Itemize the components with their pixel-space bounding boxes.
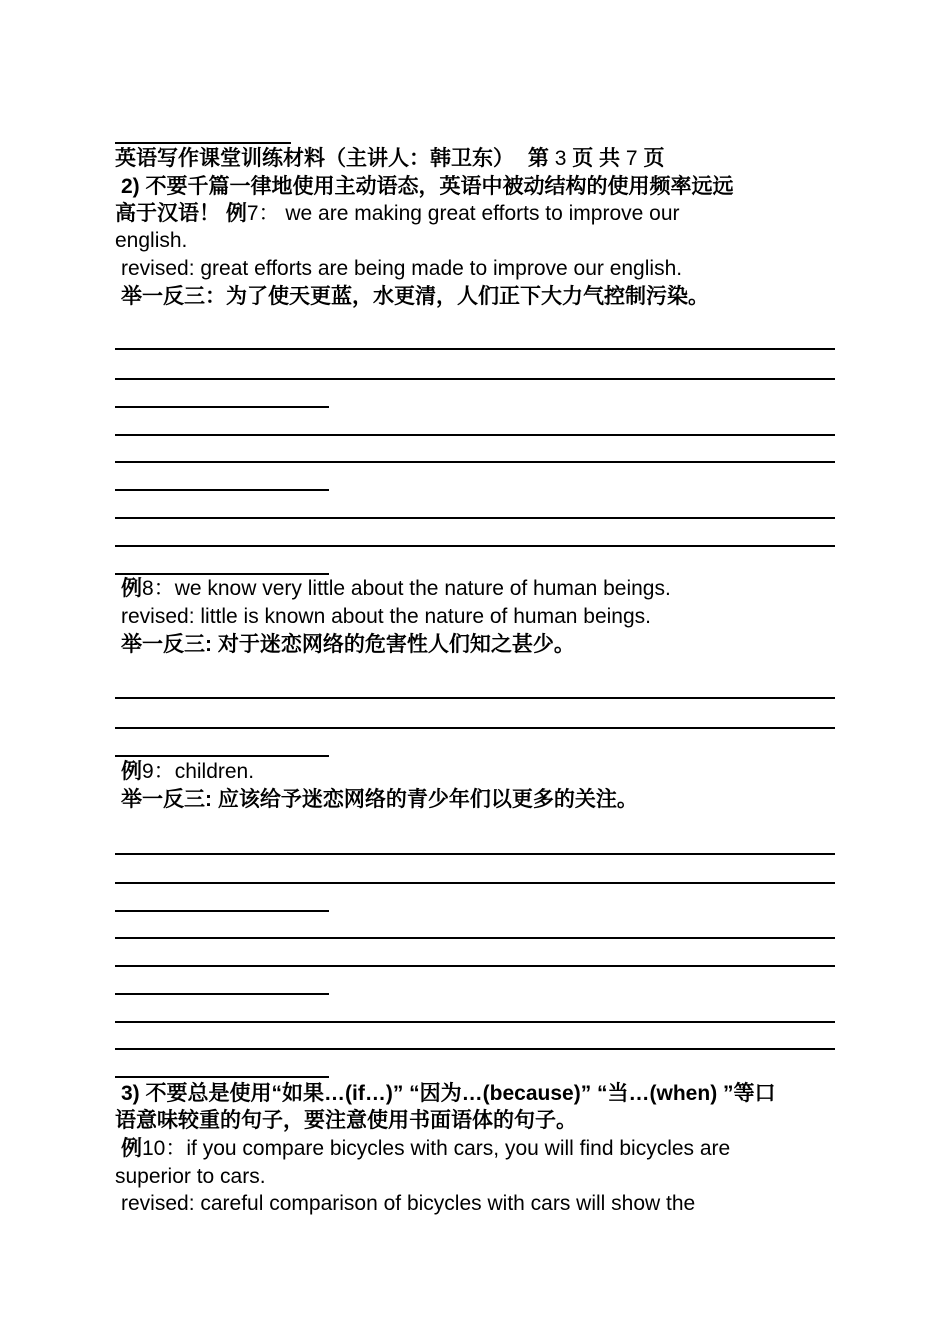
example9-practice-label: 举一反三 xyxy=(121,788,205,811)
example10-line xyxy=(121,1135,730,1162)
example10-label: 例 xyxy=(121,1137,142,1160)
answer-line-short[interactable] xyxy=(115,1076,329,1078)
example7-text: we are making great efforts to improve our xyxy=(285,202,680,225)
example9-practice-text: : 应该给予迷恋网络的青少年们以更多的关注。 xyxy=(205,788,638,811)
answer-line[interactable] xyxy=(115,378,835,380)
header-title: 英语写作课堂训练材料（主讲人：韩卫东） xyxy=(115,147,514,170)
answer-line[interactable] xyxy=(115,348,835,350)
answer-line-short[interactable] xyxy=(115,993,329,995)
answer-line-short[interactable] xyxy=(115,910,329,912)
header-page-number: 3 xyxy=(554,147,567,170)
answer-line[interactable] xyxy=(115,517,835,519)
answer-line-short[interactable] xyxy=(115,755,329,757)
section2-heading-line3: english. xyxy=(115,229,188,252)
example7-practice: 举一反三：为了使天更蓝，水更清，人们正下大力气控制污染。 xyxy=(121,285,709,308)
page-header xyxy=(115,145,664,172)
example9-practice xyxy=(121,786,638,813)
header-top-rule xyxy=(115,142,291,144)
answer-line-short[interactable] xyxy=(115,406,329,408)
section3-heading-line1: 3) 不要总是使用“如果…(if…)” “因为…(because)” “当…(when) ”等口 xyxy=(121,1082,776,1105)
example8-text: we know very little about the nature of human beings. xyxy=(174,577,671,600)
example8-line xyxy=(121,575,671,602)
example8-practice xyxy=(121,631,575,658)
header-page-word2: 页 共 xyxy=(572,147,621,170)
header-page-word3: 页 xyxy=(643,147,665,170)
example8-revised: revised: little is known about the nature of human beings. xyxy=(121,605,651,628)
example9-number: 9： xyxy=(142,760,175,783)
answer-line[interactable] xyxy=(115,545,835,547)
answer-line[interactable] xyxy=(115,727,835,729)
example8-label: 例 xyxy=(121,577,142,600)
example9-text: children. xyxy=(174,760,255,783)
answer-line[interactable] xyxy=(115,434,835,436)
answer-line[interactable] xyxy=(115,882,835,884)
answer-line[interactable] xyxy=(115,937,835,939)
header-page-total: 7 xyxy=(625,147,638,170)
answer-line[interactable] xyxy=(115,697,835,699)
example9-line xyxy=(121,758,254,785)
example10-number: 10： xyxy=(142,1137,187,1160)
answer-line[interactable] xyxy=(115,461,835,463)
example8-practice-text: : 对于迷恋网络的危害性人们知之甚少。 xyxy=(205,633,575,656)
answer-line[interactable] xyxy=(115,1021,835,1023)
example7-number: 7： xyxy=(246,202,280,225)
example8-practice-label: 举一反三 xyxy=(121,633,205,656)
example10-line2: superior to cars. xyxy=(115,1165,266,1188)
answer-line[interactable] xyxy=(115,965,835,967)
section2-heading-line1: 2) 不要千篇一律地使用主动语态，英语中被动结构的使用频率远远 xyxy=(121,175,734,198)
example10-revised: revised: careful comparison of bicycles with cars will show the xyxy=(121,1192,696,1215)
answer-line[interactable] xyxy=(115,853,835,855)
section3-heading-line2: 语意味较重的句子，要注意使用书面语体的句子。 xyxy=(115,1109,577,1132)
example8-number: 8： xyxy=(142,577,175,600)
answer-line-short[interactable] xyxy=(115,489,329,491)
section2-heading-line2-bold: 高于汉语！ 例 xyxy=(115,202,247,225)
example10-text: if you compare bicycles with cars, you will find bicycles are xyxy=(186,1137,731,1160)
example9-label: 例 xyxy=(121,760,142,783)
header-page-word1: 第 xyxy=(527,147,549,170)
section2-heading-line2 xyxy=(115,200,680,227)
answer-line[interactable] xyxy=(115,1048,835,1050)
example7-revised: revised: great efforts are being made to improve our english. xyxy=(121,257,683,280)
